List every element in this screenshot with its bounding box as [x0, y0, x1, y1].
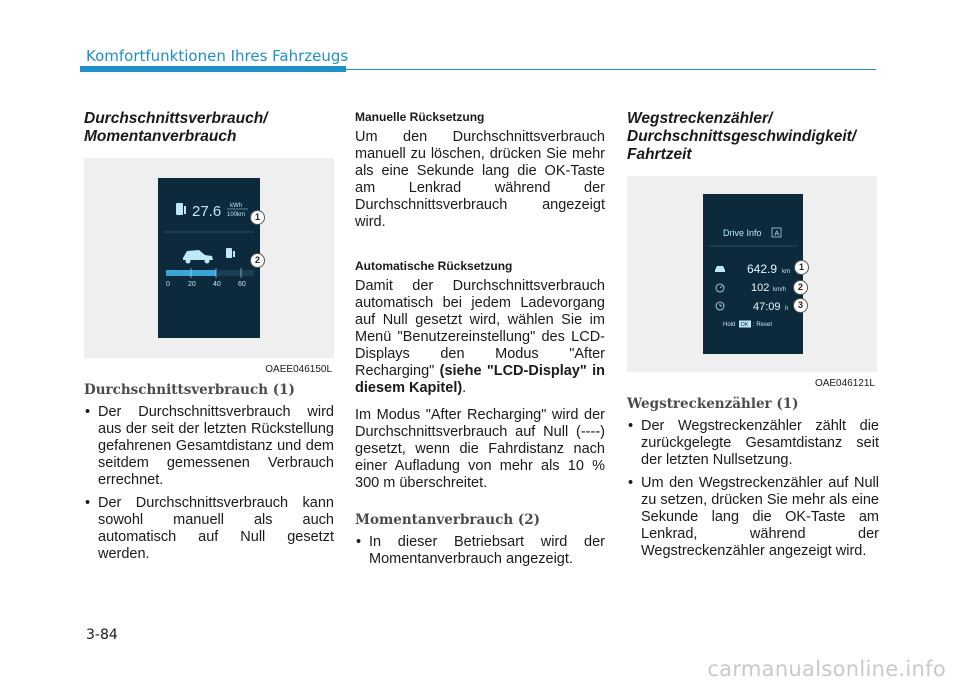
list-item: • Der Wegstreckenzähler zählt die zurückgelegte Gesamtdistanz seit der letzten Nullsetzung. [627, 418, 879, 469]
list-item: • Um den Wegstreckenzähler auf Null zu setzen, drücken Sie mehr als eine Sekunde lang die OK-Taste am Lenkrad, während der Wegstreckenzähler angezeigt wird. [627, 475, 879, 560]
time-value: 47:09 [753, 301, 781, 313]
speed-unit: km/h [773, 287, 787, 293]
title-line: Durchschnittsgeschwindigkeit/ [627, 128, 857, 145]
distance-value: 642.9 [747, 262, 778, 276]
title-line: Durchschnittsverbrauch/ [84, 110, 268, 127]
hold-label: Hold [723, 322, 736, 328]
scale-tick: 60 [238, 281, 246, 288]
ok-key: OK [740, 322, 749, 328]
watermark: carmanualsonline.info [707, 657, 946, 681]
manual-reset-heading: Manuelle Rücksetzung [355, 110, 485, 124]
reset-label: : Reset [753, 322, 773, 328]
header-rule [346, 69, 876, 70]
screen-badge: A [774, 230, 780, 238]
chapter-title: Komfortfunktionen Ihres Fahrzeugs [86, 47, 349, 65]
page-number: 3-84 [86, 627, 118, 643]
callout-3: 3 [793, 298, 808, 313]
consumption-unit-top: kWh [230, 203, 242, 209]
bullet-list [84, 404, 334, 563]
cluster-drive-info-illustration [627, 176, 879, 372]
callout-1: 1 [250, 210, 265, 225]
speed-value: 102 [751, 282, 770, 294]
left-column [84, 110, 334, 569]
subsection-heading: Durchschnittsverbrauch (1) [84, 382, 295, 398]
figure-consumption [84, 158, 334, 375]
figure-code: OAEE046150L [265, 364, 332, 375]
consumption-unit-bottom: 100km [227, 212, 246, 218]
paragraph-text: . [462, 380, 467, 396]
figure-drive-info [627, 176, 877, 389]
list-item: • Der Durchschnittsverbrauch wird aus der seit der letzten Rückstellung gefahrenen Gesamtdistanz und dem seitdem gemessenen Verbrauch errechnet. [84, 404, 334, 489]
list-item: • In dieser Betriebsart wird der Momentanverbrauch angezeigt. [355, 534, 605, 568]
title-line: Fahrtzeit [627, 146, 692, 163]
bullet-list [627, 418, 879, 560]
callout-2: 2 [250, 253, 265, 268]
scale-tick: 40 [213, 281, 221, 288]
scale-tick: 20 [188, 281, 196, 288]
paragraph-text: Damit der Durchschnittsverbrauch automatisch bei jedem Ladevorgang auf Null gesetzt wird, wählen Sie im Menü "Benutzereinstellung" des LCD-Displays den Modus "After Recharging" [355, 278, 605, 379]
callout-2: 2 [793, 280, 808, 295]
time-unit: h [785, 306, 789, 312]
consumption-value: 27.6 [192, 203, 222, 220]
subsection-heading: Momentanverbrauch (2) [355, 512, 540, 528]
title-line: Wegstreckenzähler/ [627, 110, 773, 127]
right-column [627, 110, 879, 566]
title-line: Momentanverbrauch [84, 128, 237, 145]
screen-title: Drive Info [723, 228, 762, 238]
cluster-consumption-illustration [84, 158, 334, 358]
auto-reset-heading: Automatische Rücksetzung [355, 259, 513, 273]
subsection-heading: Wegstreckenzähler (1) [627, 396, 799, 412]
section-title-drive-info [627, 110, 879, 164]
middle-column [355, 110, 605, 574]
bullet-list [355, 534, 605, 568]
auto-reset-text [355, 278, 605, 397]
after-recharge-text: Im Modus "After Recharging" wird der Durchschnittsverbrauch auf Null (----) gesetzt, wenn die Fahrdistanz nach einer Aufladung von mehr als 10 % 300 m überschreitet. [355, 407, 605, 491]
callout-1: 1 [794, 260, 809, 275]
section-title-consumption [84, 110, 334, 146]
header-bar [80, 66, 346, 72]
manual-reset-text: Um den Durchschnittsverbrauch manuell zu löschen, drücken Sie mehr als eine Sekunde lang die OK-Taste am Lenkrad während der Durchschnittsverbrauch angezeigt wird. [355, 129, 605, 230]
scale-tick: 0 [166, 281, 170, 288]
list-item: • Der Durchschnittsverbrauch kann sowohl manuell als auch automatisch auf Null gesetzt werden. [84, 495, 334, 563]
distance-unit: km [782, 269, 790, 275]
cross-reference: (siehe "LCD-Display" in diesem Kapitel) [355, 363, 605, 396]
figure-code: OAE046121L [814, 378, 875, 389]
